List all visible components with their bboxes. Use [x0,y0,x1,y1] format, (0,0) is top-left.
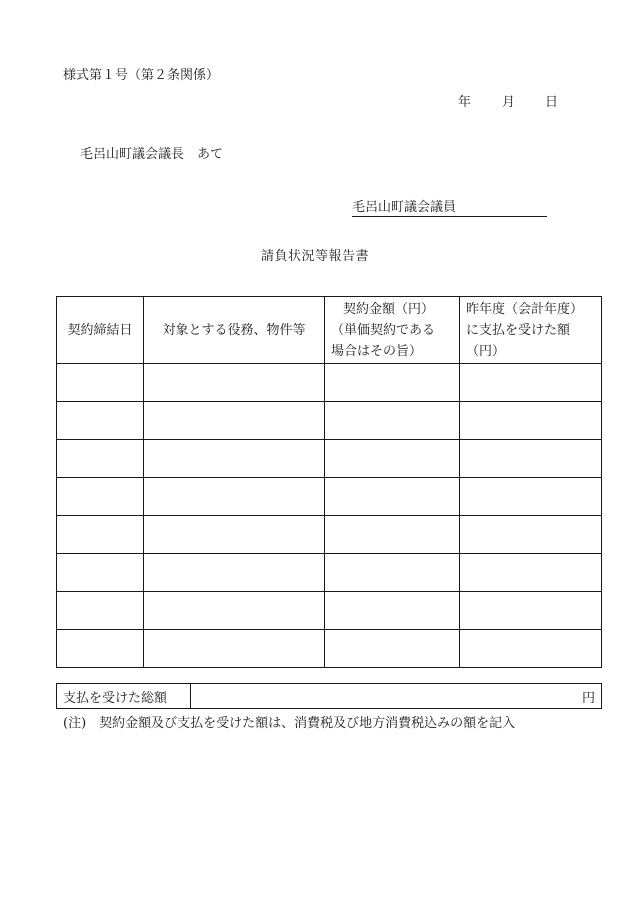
header-contract-amount [325,297,460,364]
cell-contract-amount[interactable] [325,516,460,554]
table-row [57,630,602,668]
cell-paid-last-year[interactable] [460,402,602,440]
total-row [57,684,602,709]
table-row [57,402,602,440]
cell-contract-date[interactable] [57,592,144,630]
table-row [57,516,602,554]
table-row [57,440,602,478]
cell-contract-amount[interactable] [325,554,460,592]
date-month: 月 [502,95,516,110]
sender-signature-line [352,201,547,217]
cell-subject[interactable] [144,630,325,668]
cell-paid-last-year[interactable] [460,478,602,516]
date-day: 日 [545,95,559,110]
sender-name: 毛呂山町議会議員 [352,200,457,215]
footnote: (注) 契約金額及び支払を受けた額は、消費税及び地方消費税込みの額を記入 [63,716,516,731]
header-contract-date: 契約締結日 [57,297,144,364]
header-contract-amount-line1: 契約金額（円） [343,301,435,317]
cell-subject[interactable] [144,402,325,440]
header-subject: 対象とする役務、物件等 [144,297,325,364]
cell-subject[interactable] [144,364,325,402]
cell-paid-last-year[interactable] [460,440,602,478]
document-title: 請負状況等報告書 [260,249,369,264]
cell-paid-last-year[interactable] [460,630,602,668]
total-amount-field[interactable] [191,684,602,709]
cell-subject[interactable] [144,554,325,592]
table-header-row [57,297,602,364]
cell-contract-date[interactable] [57,440,144,478]
total-unit: 円 [581,690,595,706]
cell-paid-last-year[interactable] [460,554,602,592]
total-table [56,683,602,709]
report-table [56,296,602,668]
cell-contract-amount[interactable] [325,402,460,440]
header-paid-last-year-line1: 昨年度（会計年度） [466,301,584,317]
cell-contract-amount[interactable] [325,478,460,516]
cell-contract-amount[interactable] [325,592,460,630]
cell-subject[interactable] [144,516,325,554]
form-number: 様式第１号（第２条関係） [63,68,220,83]
cell-contract-date[interactable] [57,364,144,402]
header-paid-last-year-line3: （円） [466,343,506,359]
cell-contract-date[interactable] [57,554,144,592]
cell-contract-amount[interactable] [325,630,460,668]
cell-paid-last-year[interactable] [460,516,602,554]
table-row [57,364,602,402]
cell-contract-date[interactable] [57,516,144,554]
date-year: 年 [458,95,472,110]
header-contract-amount-line2: （単価契約である [331,322,436,338]
header-contract-amount-line3: 場合はその旨） [331,343,423,359]
addressee: 毛呂山町議会議長 あて [80,147,224,162]
table-row [57,478,602,516]
cell-paid-last-year[interactable] [460,364,602,402]
date-line [458,96,558,109]
cell-contract-amount[interactable] [325,440,460,478]
header-paid-last-year-line2: に支払を受けた額 [466,322,571,338]
cell-contract-amount[interactable] [325,364,460,402]
cell-subject[interactable] [144,592,325,630]
cell-subject[interactable] [144,440,325,478]
cell-subject[interactable] [144,478,325,516]
table-row [57,554,602,592]
table-row [57,592,602,630]
cell-paid-last-year[interactable] [460,592,602,630]
cell-contract-date[interactable] [57,630,144,668]
header-paid-last-year [460,297,602,364]
cell-contract-date[interactable] [57,478,144,516]
cell-contract-date[interactable] [57,402,144,440]
total-label: 支払を受けた総額 [57,684,191,709]
